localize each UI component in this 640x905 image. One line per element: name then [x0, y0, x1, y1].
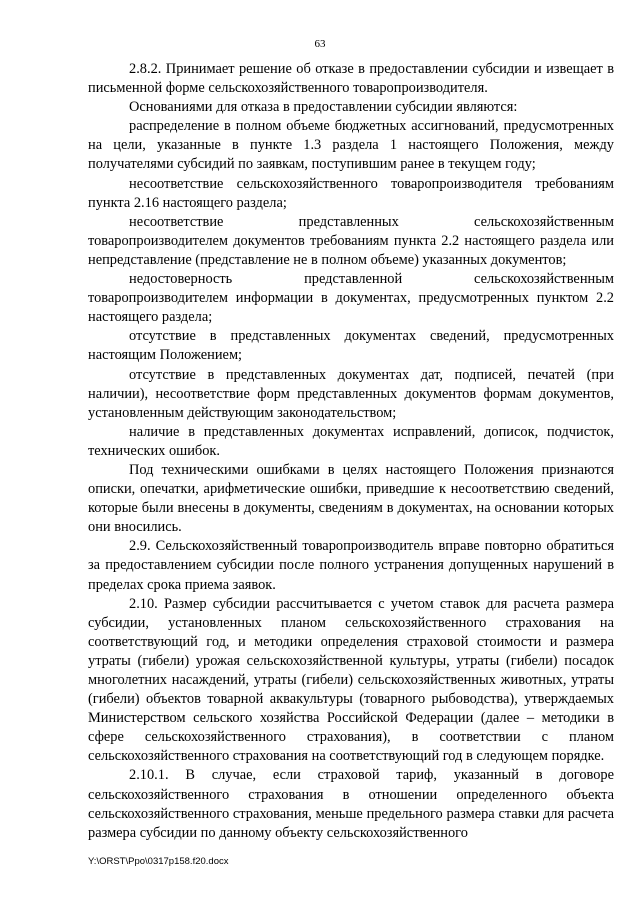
paragraph-technical-errors-definition: Под техническими ошибками в целях настоящего Положения признаются описки, опечатки, арифметические ошибки, приведшие к несоответствию сведений, которые были внесены в документы, сведениям в документах, на основании которых они вносились. — [88, 461, 614, 536]
paragraph-2-8-2: 2.8.2. Принимает решение об отказе в предоставлении субсидии и извещает в письменной форме сельскохозяйственного товаропроизводителя. — [88, 61, 614, 97]
document-body — [88, 60, 614, 843]
paragraph-refusal-grounds-intro: Основаниями для отказа в предоставлении субсидии являются: — [129, 99, 518, 116]
paragraph-2-10-1: 2.10.1. В случае, если страховой тариф, указанный в договоре сельскохозяйственного страхования в отношении определенного объекта сельскохозяйственного страхования, меньше предельного размера ставки для расчета размера субсидии по данному объекту сельскохозяйственного — [88, 767, 614, 841]
paragraph-2-9: 2.9. Сельскохозяйственный товаропроизводитель вправе повторно обратиться за предоставлением субсидии после полного устранения допущенных нарушений в пределах срока приема заявок. — [88, 538, 614, 593]
file-path-footer: Y:\ORST\Ppo\0317p158.f20.docx — [88, 856, 229, 867]
paragraph-ground-unreliable-info: недостоверность представленной сельскохозяйственным товаропроизводителем информации в документах, предусмотренных пунктом 2.2 настоящего раздела; — [88, 271, 614, 326]
page-number: 63 — [314, 38, 326, 50]
paragraph-ground-corrections: наличие в представленных документах исправлений, дописок, подчисток, технических ошибок. — [88, 423, 614, 459]
paragraph-ground-documents-mismatch: несоответствие представленных сельскохозяйственным товаропроизводителем документов требованиям пункта 2.2 настоящего раздела или непредставление (представление не в полном объеме) указанных документов; — [88, 213, 614, 268]
paragraph-ground-budget-allocation: распределение в полном объеме бюджетных ассигнований, предусмотренных на цели, указанные в пункте 1.3 раздела 1 настоящего Положения, между получателями субсидий по заявкам, поступившим ранее в текущем году; — [88, 118, 614, 173]
paragraph-ground-producer-requirements: несоответствие сельскохозяйственного товаропроизводителя требованиям пункта 2.16 настоящего раздела; — [88, 175, 614, 211]
paragraph-2-10: 2.10. Размер субсидии рассчитывается с учетом ставок для расчета размера субсидии, установленных планом сельскохозяйственного страхования на соответствующий год, и методики определения страховой стоимости и размера утраты (гибели) урожая сельскохозяйственной культуры, утраты (гибели) посадок многолетних насаждений, утраты (гибели) сельскохозяйственных животных, утраты (гибели) объектов товарной аквакультуры (товарного рыбоводства), утверждаемых Министерством сельского хозяйства Российской Федерации (далее – методики в сфере сельскохозяйственного страхования), в соответствии с планом сельскохозяйственного страхования на соответствующий год в следующем порядке. — [88, 595, 614, 765]
paragraph-ground-missing-dates-signatures: отсутствие в представленных документах дат, подписей, печатей (при наличии), несоответствие форм представленных документов формам документов, установленным действующим законодательством; — [88, 366, 614, 421]
paragraph-ground-missing-info: отсутствие в представленных документах сведений, предусмотренных настоящим Положением; — [88, 328, 614, 364]
